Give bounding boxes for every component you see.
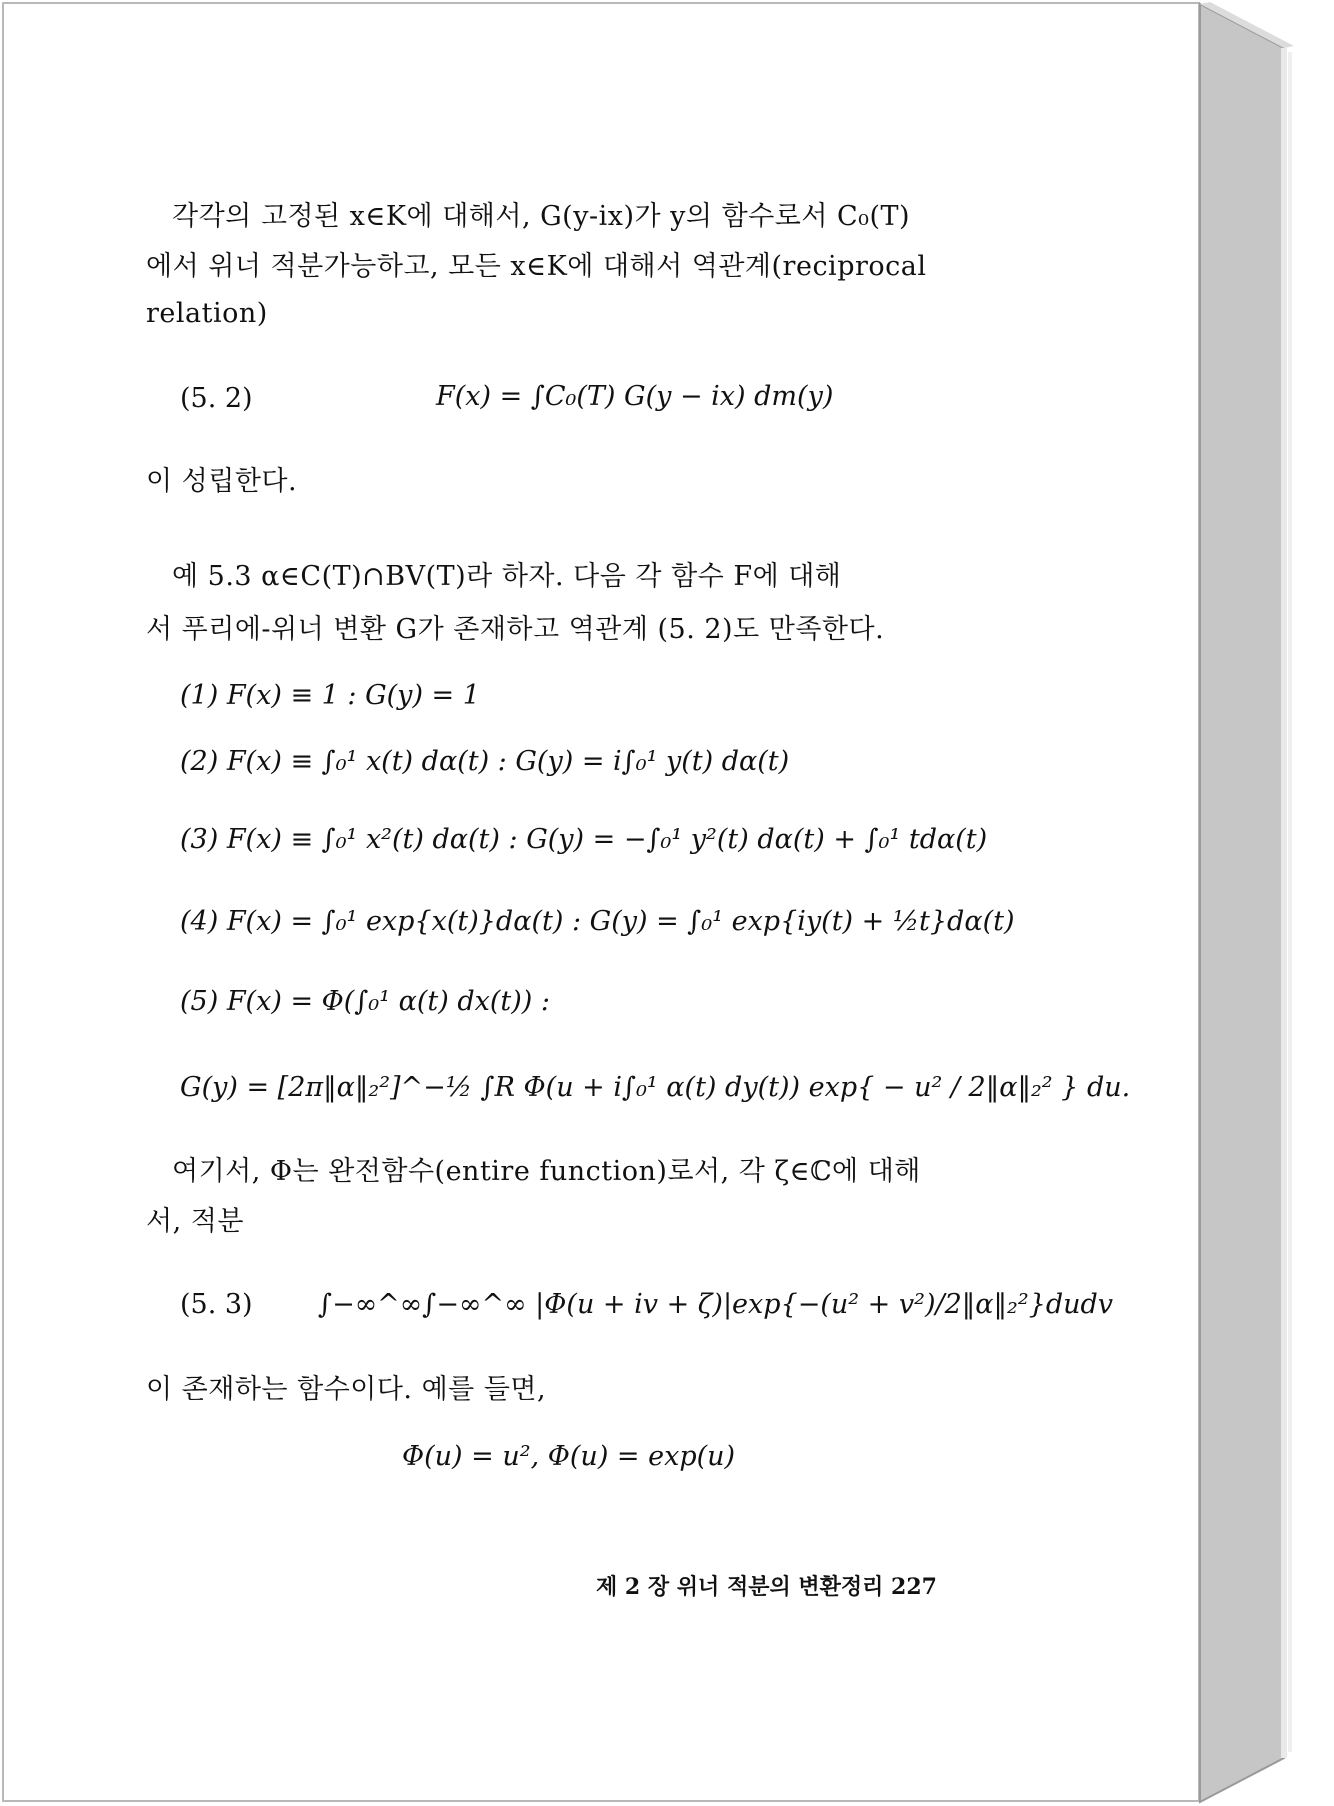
example-item-5: (5) F(x) = Φ(∫₀¹ α(t) dx(t)) : — [180, 986, 550, 1017]
phi-examples: Φ(u) = u², Φ(u) = exp(u) — [402, 1441, 736, 1472]
example-item-1: (1) F(x) ≡ 1 : G(y) = 1 — [180, 680, 480, 711]
example-item-3: (3) F(x) ≡ ∫₀¹ x²(t) dα(t) : G(y) = −∫₀¹ y²(t) dα(t) + ∫₀¹ tdα(t) — [180, 824, 988, 855]
page-footer: 제 2 장 위너 적분의 변환정리 227 — [596, 1574, 937, 1600]
paragraph1-line3: relation) — [146, 298, 268, 329]
equation-5-3: ∫−∞^∞∫−∞^∞ |Φ(u + iv + ζ)|exp{−(u² + v²)/2‖α‖₂²}dudv — [318, 1289, 1114, 1320]
example-item-5-g: G(y) = [2π‖α‖₂²]^−½ ∫R Φ(u + i∫₀¹ α(t) dy(t)) exp{ − u² / 2‖α‖₂² } du. — [180, 1072, 1131, 1103]
exists-text: 이 존재하는 함수이다. 예를 들면, — [146, 1374, 547, 1405]
paragraph2-line2: 서, 적분 — [146, 1206, 244, 1237]
equation-label-5-3: (5. 3) — [180, 1289, 253, 1320]
example-5-3-line1: 예 5.3 α∈C(T)∩BV(T)라 하자. 다음 각 함수 F에 대해 — [172, 561, 842, 592]
example-5-3-line2: 서 푸리에-위너 변환 G가 존재하고 역관계 (5. 2)도 만족한다. — [146, 614, 885, 645]
equation-5-2: F(x) = ∫C₀(T) G(y − ix) dm(y) — [436, 381, 834, 412]
paragraph2-line1: 여기서, Φ는 완전함수(entire function)로서, 각 ζ∈ℂ에 대해 — [172, 1156, 921, 1187]
paragraph1-line2: 에서 위너 적분가능하고, 모든 x∈K에 대해서 역관계(reciprocal — [146, 251, 927, 282]
example-item-2: (2) F(x) ≡ ∫₀¹ x(t) dα(t) : G(y) = i∫₀¹ y(t) dα(t) — [180, 746, 790, 777]
holds-text: 이 성립한다. — [146, 466, 298, 497]
paragraph1-line1: 각각의 고정된 x∈K에 대해서, G(y-ix)가 y의 함수로서 C₀(T) — [172, 201, 911, 232]
equation-label-5-2: (5. 2) — [180, 383, 253, 414]
example-item-4: (4) F(x) = ∫₀¹ exp{x(t)}dα(t) : G(y) = ∫₀¹ exp{iy(t) + ½t}dα(t) — [180, 906, 1015, 937]
